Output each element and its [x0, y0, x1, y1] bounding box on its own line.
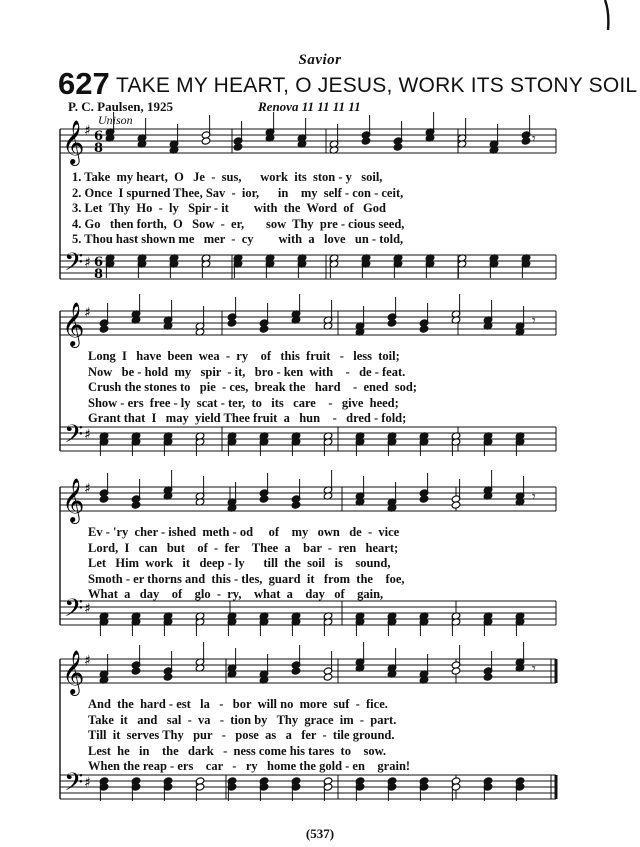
- lyric-line: Smoth - er thorns and this - tles, guard it from the foe,: [88, 571, 405, 586]
- note: [387, 648, 397, 672]
- tune-name: Renova 11 11 11 11: [258, 99, 361, 114]
- note: [227, 648, 237, 672]
- lyric-line: 2. Once I spurned Thee, Sav - ior, in my self - con - ceit,: [72, 185, 404, 200]
- note: [387, 482, 397, 506]
- note: [259, 654, 269, 678]
- lyric-line: And the hard - est la - bor will no more suf - fice.: [88, 697, 388, 711]
- note: [355, 476, 365, 500]
- lyric-line: 5. Thou hast shown me mer - cy with a love un - told,: [72, 232, 404, 246]
- lyric-line: 4. Go then forth, O Sow - er, sow Thy pre - cious seed,: [72, 216, 405, 231]
- lyric-line: Now be - hold my spir - it, bro - ken with - de - feat.: [88, 364, 406, 379]
- note: [329, 124, 339, 148]
- rest-icon: 𝄾: [532, 661, 536, 677]
- note: [137, 118, 147, 142]
- treble-clef-icon: 𝄞: [62, 650, 85, 694]
- rest-icon: 𝄾: [532, 489, 536, 505]
- note: [291, 479, 301, 503]
- note: [195, 642, 205, 666]
- note: [99, 303, 109, 327]
- lyric-line: Take it and sal - va - tion by Thy grace im - part.: [88, 712, 397, 727]
- section-heading: Savior: [298, 52, 342, 68]
- note: [291, 294, 301, 318]
- key-sharp-icon: ♯: [84, 601, 91, 617]
- note: [131, 479, 141, 503]
- key-sharp-icon: ♯: [84, 427, 91, 443]
- note: [195, 306, 205, 330]
- lyric-line: When the reap - ers car - ry home the gold - en grain!: [88, 759, 411, 773]
- treble-clef-icon: 𝄞: [62, 302, 85, 346]
- treble-clef-icon: 𝄞: [62, 120, 85, 164]
- key-sharp-icon: ♯: [84, 481, 91, 497]
- note: [195, 476, 205, 500]
- note: [163, 300, 173, 324]
- note: [387, 297, 397, 321]
- bass-clef-icon: 𝄢: [64, 768, 84, 803]
- bass-staff: [60, 255, 556, 279]
- note: [99, 473, 109, 497]
- note: [419, 473, 429, 497]
- note: [489, 124, 499, 148]
- note: [259, 303, 269, 327]
- time-signature: 8: [94, 267, 104, 282]
- note: [227, 297, 237, 321]
- lyric-line: Long I have been wea - ry of this fruit - less toil;: [88, 349, 400, 363]
- lyric-line: 1. Take my heart, O Je - sus, work its ston - y soil,: [72, 170, 383, 184]
- lyric-line: Lord, I can but of - fer Thee a bar - ren heart;: [88, 540, 399, 555]
- lyric-line: What a day of glo - ry, what a day of gain,: [88, 587, 384, 601]
- note: [233, 121, 243, 145]
- note: [297, 118, 307, 142]
- note: [323, 470, 333, 494]
- bass-clef-icon: 𝄢: [64, 594, 84, 629]
- hymn-title: TAKE MY HEART, O JESUS, WORK ITS STONY SOIL: [116, 74, 638, 97]
- note: [259, 473, 269, 497]
- unison-marking: Unison: [98, 113, 133, 127]
- note: [355, 306, 365, 330]
- note: [131, 294, 141, 318]
- note: [483, 651, 493, 675]
- key-sharp-icon: ♯: [84, 255, 91, 271]
- lyric-line: Crush the stones to pie - ces, break the hard - ened sod;: [88, 380, 417, 394]
- note: [483, 300, 493, 324]
- hymn-number: 627: [58, 66, 110, 101]
- lyric-line: Show - ers free - ly scat - ter, to its care - give heed;: [88, 395, 399, 410]
- treble-clef-icon: 𝄞: [62, 478, 85, 522]
- key-sharp-icon: ♯: [84, 123, 91, 139]
- lyric-line: Let Him work it deep - ly till the soil is sound,: [88, 556, 391, 570]
- note: [323, 300, 333, 324]
- lyric-line: Lest he in the dark - ness come his tares to sow.: [88, 743, 387, 758]
- note: [451, 645, 461, 669]
- note: [515, 476, 525, 500]
- key-sharp-icon: ♯: [84, 305, 91, 321]
- bass-clef-icon: 𝄢: [64, 248, 84, 283]
- rest-icon: 𝄾: [532, 313, 536, 329]
- note: [291, 645, 301, 669]
- note: [323, 651, 333, 675]
- key-sharp-icon: ♯: [84, 653, 91, 669]
- rest-icon: 𝄾: [532, 131, 536, 147]
- lyric-line: Till it serves Thy pur - pose as a fer - tile ground.: [88, 728, 395, 742]
- note: [451, 294, 461, 318]
- note: [355, 642, 365, 666]
- note: [201, 115, 211, 139]
- note: [105, 112, 115, 136]
- note: [483, 470, 493, 494]
- note: [169, 124, 179, 148]
- note: [521, 115, 531, 139]
- note: [265, 112, 275, 136]
- note: [515, 642, 525, 666]
- note: [393, 121, 403, 145]
- author-credit: P. C. Paulsen, 1925: [68, 99, 173, 114]
- lyric-line: Grant that I may yield Thee fruit a hun - dred - fold;: [88, 411, 407, 425]
- note: [227, 482, 237, 506]
- bass-clef-icon: 𝄢: [64, 420, 84, 455]
- treble-staff: [60, 129, 556, 153]
- note: [419, 303, 429, 327]
- time-signature: 6: [94, 129, 104, 144]
- lyric-line: Ev - 'ry cher - ished meth - od of my own de - vice: [88, 525, 400, 539]
- note: [457, 118, 467, 142]
- note: [361, 115, 371, 139]
- page-number: (537): [305, 826, 335, 841]
- lyric-line: 3. Let Thy Ho - ly Spir - it with the Word of God: [72, 201, 386, 215]
- time-signature: 8: [94, 141, 104, 156]
- note: [419, 654, 429, 678]
- time-signature: 6: [94, 255, 104, 270]
- note: [163, 470, 173, 494]
- note: [131, 645, 141, 669]
- key-sharp-icon: ♯: [84, 775, 91, 791]
- note: [163, 651, 173, 675]
- note: [99, 654, 109, 678]
- note: [425, 112, 435, 136]
- note: [515, 306, 525, 330]
